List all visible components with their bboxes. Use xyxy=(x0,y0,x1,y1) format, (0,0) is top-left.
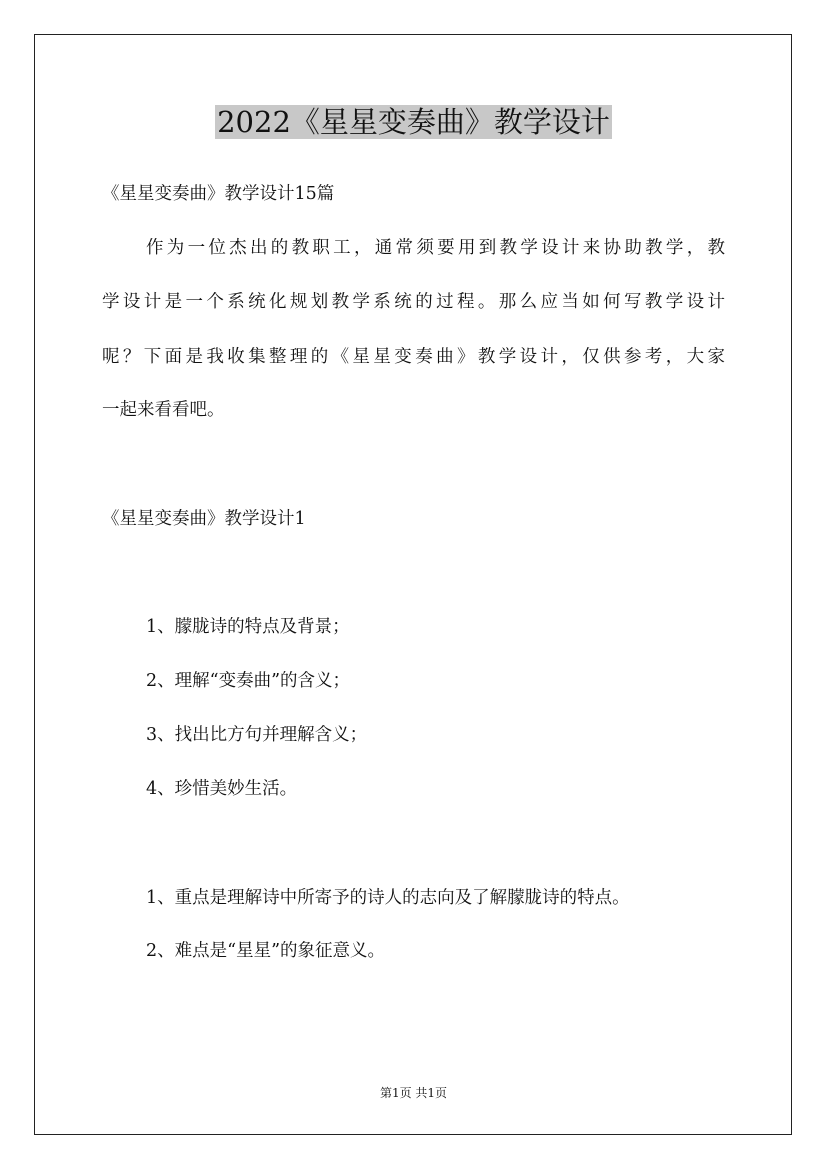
intro-paragraph-line-4: 一起来看看吧。 xyxy=(102,400,225,420)
key-point-item-1: 1、重点是理解诗中所寄予的诗人的志向及了解朦胧诗的特点。 xyxy=(146,888,630,908)
intro-paragraph-line-2: 学设计是一个系统化规划教学系统的过程。那么应当如何写教学设计 xyxy=(102,292,725,312)
objective-item-1: 1、朦胧诗的特点及背景； xyxy=(146,617,350,637)
document-subtitle: 《星星变奏曲》教学设计15篇 xyxy=(102,184,335,204)
section-heading: 《星星变奏曲》教学设计1 xyxy=(102,509,306,529)
page-footer: 第1页 共1页 xyxy=(379,1086,448,1100)
key-point-item-2: 2、难点是“星星”的象征意义。 xyxy=(146,941,386,961)
document-title: 2022《星星变奏曲》教学设计 xyxy=(217,105,610,139)
objective-item-3: 3、找出比方句并理解含义； xyxy=(146,725,368,745)
intro-paragraph-line-1: 作为一位杰出的教职工，通常须要用到教学设计来协助教学，教 xyxy=(146,238,725,258)
objective-item-2: 2、理解“变奏曲”的含义； xyxy=(146,671,351,691)
objective-item-4: 4、珍惜美妙生活。 xyxy=(146,779,298,799)
intro-paragraph-line-3: 呢？下面是我收集整理的《星星变奏曲》教学设计，仅供参考，大家 xyxy=(102,347,725,367)
